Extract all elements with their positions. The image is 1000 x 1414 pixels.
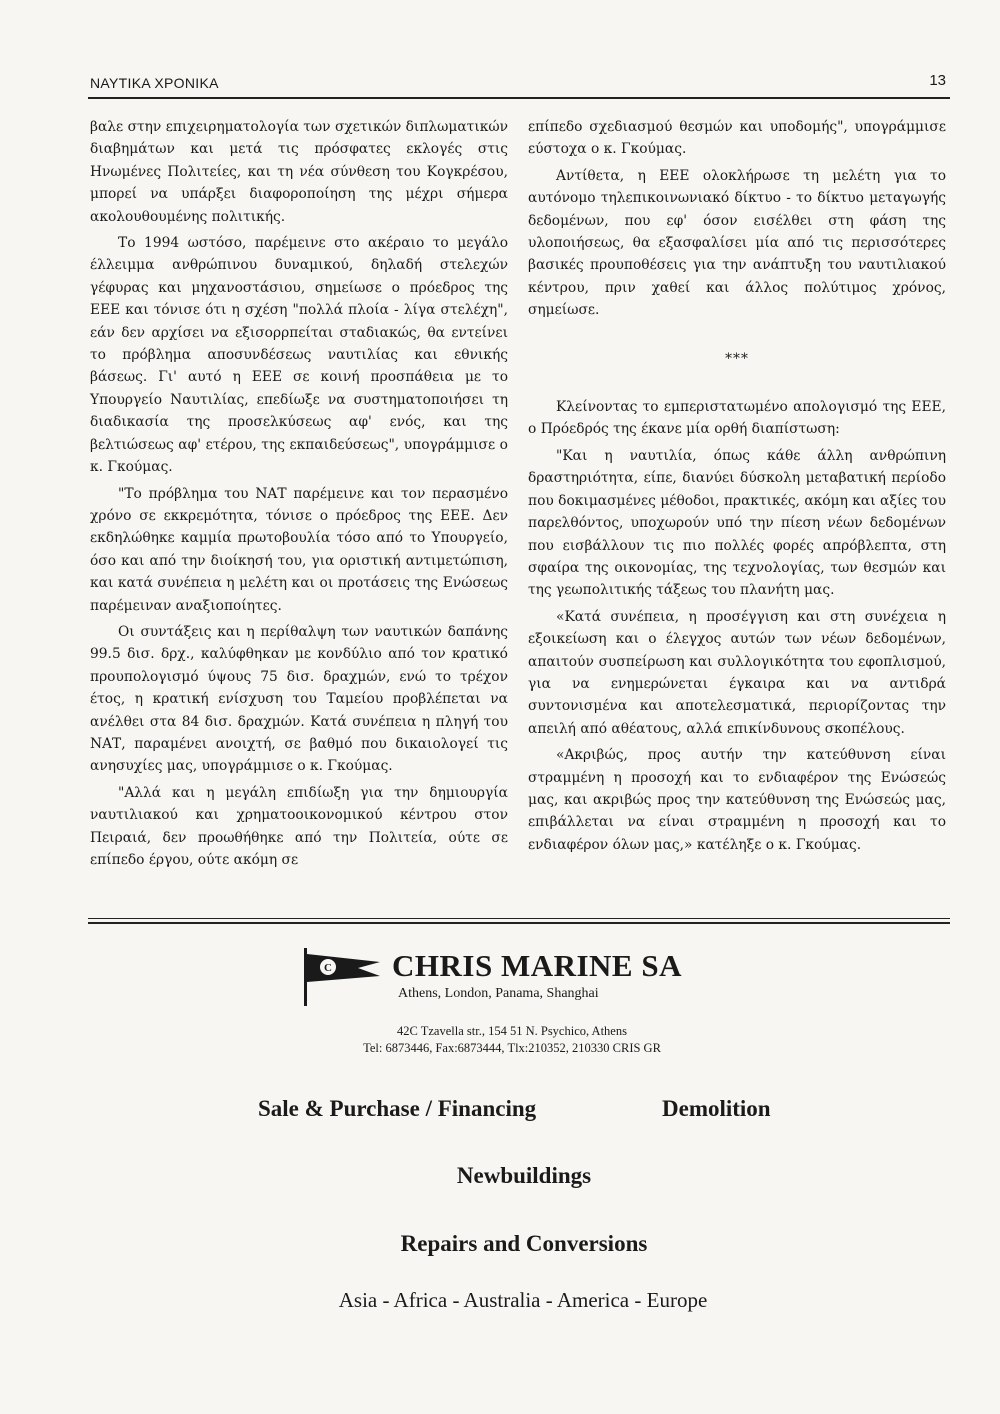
company-contacts: Tel: 6873446, Fax:6873444, Tlx:210352, 210330 CRIS GR bbox=[363, 1041, 661, 1055]
article-paragraph: βαλε στην επιχειρηματολογία των σχετικών διπλωματικών διαβημάτων και μετά τις πρόσφατες εκλογές στις Ηνωμένες Πολιτείες, και τη νέα σύνθεση του Κογκρέσου, μπορεί να υπάρξει διαφοροποίηση της μέχρι σήμερα ακολουθουμένης πολιτικής. bbox=[90, 119, 508, 225]
article-paragraph: "Και η ναυτιλία, όπως κάθε άλλη ανθρώπινη δραστηριότητα, είπε, διανύει δύσκολη μεταβατική περίοδο που δοκιμασμένες μέθοδοι, πρακτικές, ακόμη και αξίες του παρελθόντος, υποχωρούν υπό την πίεση νέων δεδομένων που εισβάλλουν τις πιο πολλές φορές απρόβλεπτα, στη σφαίρα της οικονομίας, της τεχνολογίας, των θεσμών και της γεωπολιτικής τάξεως του πλανήτη μας. bbox=[528, 447, 946, 599]
page-number: 13 bbox=[929, 72, 946, 89]
company-offices: Athens, London, Panama, Shanghai bbox=[398, 986, 599, 1001]
article-paragraph: "Το πρόβλημα του ΝΑΤ παρέμεινε και τον περασμένο χρόνο σε εκκρεμότητα, τόνισε ο πρόεδρος της ΕΕΕ. Δεν εκδηλώθηκε καμμία πρωτοβουλία τόσο από το Υπουργείο, όσο και από την διοίκησή του, για οριστική αντιμετώπιση, και κατά συνέπεια η μελέτη και οι προτάσεις της Ενώσεως παρέμειναν αναξιοποίητες. bbox=[90, 485, 508, 614]
article-paragraph: επίπεδο σχεδιασμού θεσμών και υποδομής", υπογράμμισε εύστοχα ο κ. Γκούμας. bbox=[528, 119, 946, 158]
company-name: CHRIS MARINE SA bbox=[392, 948, 682, 983]
service-regions: Asia - Africa - Australia - America - Europe bbox=[338, 1288, 708, 1312]
service-newbuildings: Newbuildings bbox=[456, 1163, 592, 1188]
header-rule bbox=[88, 97, 950, 99]
publication-title: ΝΑΥΤΙΚΑ ΧΡΟΝΙΚΑ bbox=[90, 75, 219, 91]
article-paragraph: «Κατά συνέπεια, η προσέγγιση και στη συνέχεια η εξοικείωση και ο έλεγχος αυτών των νέων δεδομένων, απαιτούν συσπείρωση και συλλογικότητα του εφοπλισμού, για να ενημερώνεται έγκαιρα και να αντιδρά συντονισμένα και αποτελεσματικά, περιορίζοντας την απειλή από αθέατους, αλλά επικίνδυνους σκοπέλους. bbox=[528, 608, 946, 737]
flag-logo-icon bbox=[302, 946, 382, 1006]
service-demolition: Demolition bbox=[662, 1096, 771, 1121]
article-paragraph: "Αλλά και η μεγάλη επιδίωξη για την δημιουργία ναυτιλιακού και χρηματοοικονομικού κέντρου στον Πειραιά, δεν προωθήθηκε από την Πολιτεία, ούτε σε επίπεδο έργου, ούτε ακόμη σε bbox=[90, 784, 508, 868]
article-paragraph: Κλείνοντας το εμπεριστατωμένο απολογισμό της ΕΕΕ, ο Πρόεδρός της έκανε μία ορθή διαπίστωση: bbox=[528, 399, 946, 438]
chris-marine-advert bbox=[0, 930, 1000, 1330]
article-paragraph: «Ακριβώς, προς αυτήν την κατεύθυνση είναι στραμμένη η προσοχή και το ενδιαφέρον της Ενώσεώς μας, και ακριβώς προς την κατεύθυνση της Ενώσεώς μας, επιβάλλεται να είναι στραμμένη η προσοχή και το ενδιαφέρον όλων μας,» κατέληξε ο κ. Γκούμας. bbox=[528, 747, 946, 853]
advert-rule bbox=[88, 918, 950, 919]
flag-letter: C bbox=[324, 962, 332, 974]
advert-rule bbox=[88, 922, 950, 924]
article-column-right bbox=[528, 116, 946, 860]
article-column-left bbox=[90, 116, 508, 875]
article-paragraph: Οι συντάξεις και η περίθαλψη των ναυτικών δαπάνης 99.5 δισ. δρχ., καλύφθηκαν με κονδύλιο από τον κρατικό προυπολογισμό ύψους 75 δισ. δραχμών, ενώ το τρέχον έτος, η κρατική ενίσχυση του Ταμείου προβλέπεται να ανέλθει στα 84 δισ. δραχμών. Κατά συνέπεια η πληγή του ΝΑΤ, παραμένει ανοιχτή, σε βαθμό που δικαιολογεί τις ανησυχίες μας, υπογράμμισε ο κ. Γκούμας. bbox=[90, 623, 508, 775]
service-sale-purchase: Sale & Purchase / Financing bbox=[258, 1096, 537, 1121]
article-paragraph: Αντίθετα, η ΕΕΕ ολοκλήρωσε τη μελέτη για το αυτόνομο τηλεπικοινωνιακό δίκτυο - το δίκτυο μεταγωγής δεδομένων, που εφ' όσον εισέλθει στη φάση της υλοποιήσεως, θα εξασφαλίσει μία από τις περισσότερες βασικές προυποθέσεις για την ανάπτυξη του ναυτιλιακού κέντρου, πριν χαθεί και άλλος πολύτιμος χρόνος, σημείωσε. bbox=[528, 167, 946, 319]
company-address: 42C Tzavella str., 154 51 N. Psychico, Athens bbox=[397, 1024, 627, 1038]
service-repairs: Repairs and Conversions bbox=[400, 1231, 648, 1256]
article-paragraph: Το 1994 ωστόσο, παρέμεινε στο ακέραιο το μεγάλο έλλειμμα ανθρώπινου δυναμικού, δηλαδή στελεχών γέφυρας και μηχανοστάσιου, σημείωσε ο πρόεδρος της ΕΕΕ και τόνισε ότι η σχέση "πολλά πλοία - λίγα στελέχη", εάν δεν αρχίσει να εξισορρπείται σταδιακώς, θα εντείνει το πρόβλημα αποσυνδέσεως ναυτιλίας και εθνικής βάσεως. Γι' αυτό η ΕΕΕ σε κοινή προσπάθεια με το Υπουργείο Ναυτιλίας, επεδίωξε να συστηματοποιήσει τη διαδικασία της προσελκύσεως αφ' ενός, και της βελτιώσεως αφ' ετέρου, της εκπαιδεύσεως", υπογράμμισε ο κ. Γκούμας. bbox=[90, 235, 508, 476]
section-separator: *** bbox=[725, 350, 749, 367]
